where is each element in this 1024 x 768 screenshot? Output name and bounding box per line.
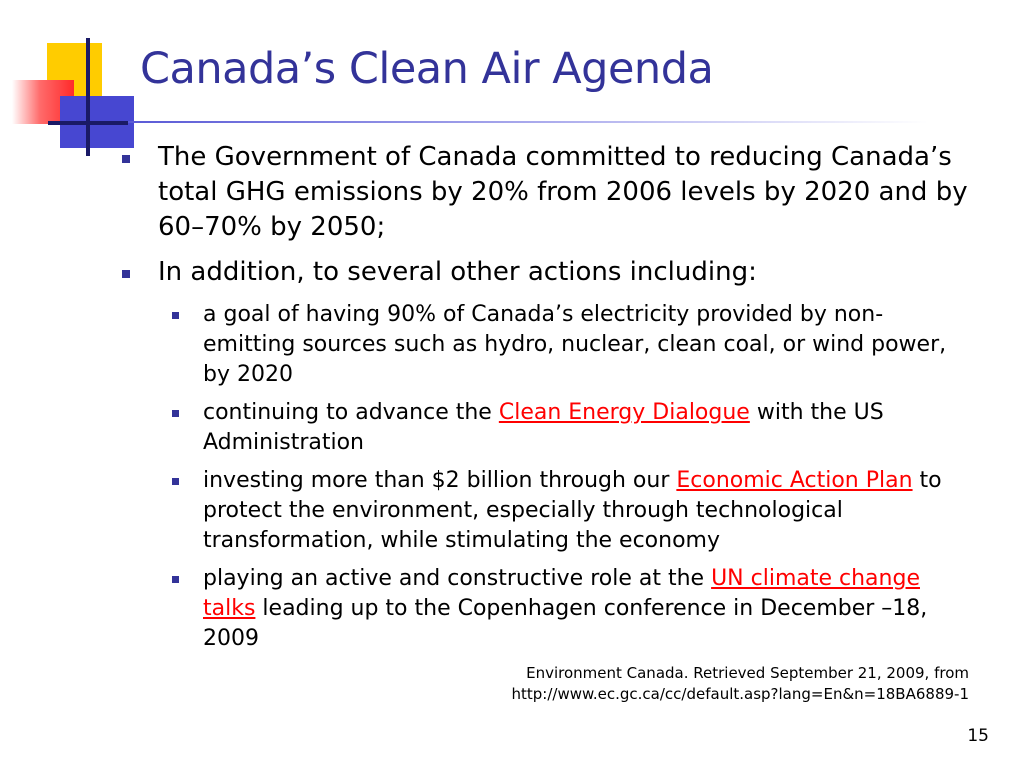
square-bullet-icon bbox=[172, 576, 179, 583]
logo-horizontal-line bbox=[48, 121, 128, 125]
slide-body bbox=[120, 140, 980, 662]
square-bullet-icon bbox=[122, 270, 130, 278]
sub-bullet-text-after: to protect the environment, especially through technological transformation, while stimulating the economy bbox=[203, 468, 942, 553]
sub-bullet-text-before: investing more than $2 billion through our bbox=[203, 468, 677, 493]
sub-bullet-text: a goal of having 90% of Canada’s electricity provided by non-emitting sources such as hydro, nuclear, clean coal, or wind power, by 2020 bbox=[203, 302, 947, 387]
sub-bullet-text-before: playing an active and constructive role at the bbox=[203, 566, 712, 591]
bullet-text: In addition, to several other actions including: bbox=[158, 257, 757, 287]
sub-bullet-item bbox=[170, 564, 973, 654]
square-bullet-icon bbox=[172, 312, 179, 319]
economic-action-plan-link[interactable]: Economic Action Plan bbox=[676, 468, 913, 493]
citation bbox=[512, 663, 970, 705]
sub-bullet-text-before: continuing to advance the bbox=[203, 400, 499, 425]
square-bullet-icon bbox=[172, 478, 179, 485]
sub-bullet-text-after: leading up to the Copenhagen conference in December –18, 2009 bbox=[203, 596, 928, 651]
sub-bullet-item bbox=[170, 300, 973, 390]
logo-vertical-line bbox=[86, 38, 90, 156]
sub-bullet-item bbox=[170, 398, 973, 458]
slide-number: 15 bbox=[967, 726, 989, 746]
bullet-text: The Government of Canada committed to reducing Canada’s total GHG emissions by 20% from 2006 levels by 2020 and by 60–70% by 2050; bbox=[158, 142, 968, 242]
sub-bullet-item bbox=[170, 466, 973, 556]
square-bullet-icon bbox=[122, 155, 130, 163]
square-bullet-icon bbox=[172, 410, 179, 417]
citation-line: Environment Canada. Retrieved September 21, 2009, from bbox=[526, 664, 969, 682]
slide-title: Canada’s Clean Air Agenda bbox=[140, 44, 714, 94]
clean-energy-dialogue-link[interactable]: Clean Energy Dialogue bbox=[498, 400, 750, 425]
un-climate-change-talks-link[interactable]: UN climate change talks bbox=[203, 566, 920, 621]
title-divider bbox=[128, 121, 928, 123]
bullet-item bbox=[120, 255, 980, 290]
sub-bullet-text-after: with the US Administration bbox=[203, 400, 884, 455]
bullet-item bbox=[120, 140, 980, 245]
citation-url: http://www.ec.gc.ca/cc/default.asp?lang=En&n=18BA6889-1 bbox=[511, 685, 969, 703]
